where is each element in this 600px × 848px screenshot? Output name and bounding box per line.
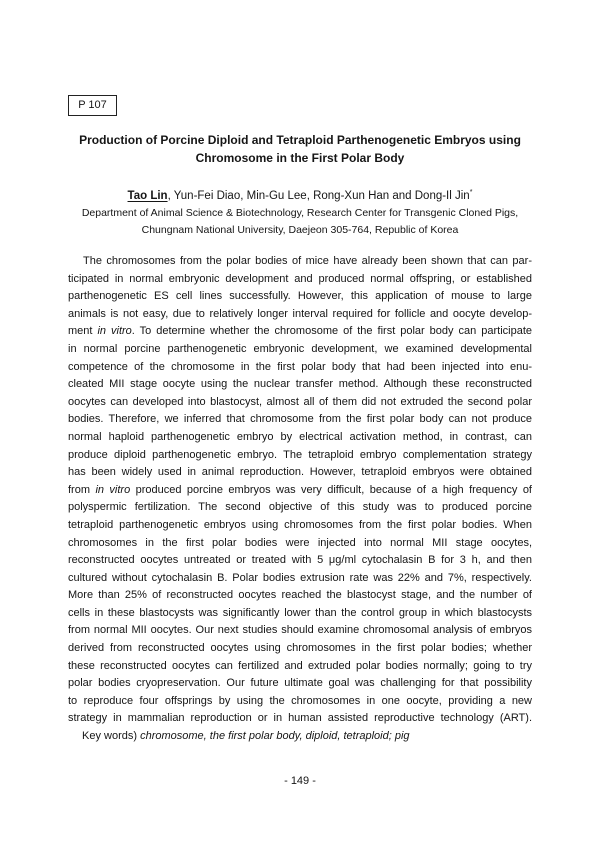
body-text: polyspermic fertilization. The second objective of this study was to produced porcine bbox=[68, 501, 532, 514]
title-line-2: Chromosome in the First Polar Body bbox=[195, 151, 405, 165]
body-text: parthenogenetic ES cell lines successfully. However, this application of mouse to large bbox=[68, 290, 532, 303]
body-line bbox=[68, 376, 532, 394]
body-text: chromosomes in the first polar bodies were injected into normal MII stage oocytes, bbox=[68, 536, 532, 549]
body-text: from bbox=[68, 483, 96, 496]
body-line bbox=[68, 464, 532, 482]
body-text: cultured without cytochalasin B. Polar bodies extrusion rate was 22% and 7%, respectively. bbox=[68, 571, 532, 584]
body-line bbox=[68, 622, 532, 640]
body-text: has been widely used in animal reproduction. However, tetraploid embryos were obtained bbox=[68, 466, 532, 479]
body-text: produce diploid parthenogenetic embryo. The tetraploid embryo complementation strategy bbox=[68, 448, 532, 461]
title-line-1: Production of Porcine Diploid and Tetraploid Parthenogenetic Embryos using bbox=[79, 133, 521, 147]
body-line bbox=[68, 323, 532, 341]
author-list bbox=[0, 187, 600, 205]
body-text: from normal MII oocytes. Our next studies should examine chromosomal analysis of embryos bbox=[68, 624, 532, 637]
body-text: polar bodies cryopreservation. Our future ultimate goal was challenging for that possibility bbox=[68, 677, 532, 690]
keywords-label: Key words) bbox=[82, 730, 138, 743]
body-text: these reconstructed oocytes can fertilized and extruded polar bodies normally; going to try bbox=[68, 659, 532, 672]
body-line bbox=[68, 429, 532, 447]
body-text: oocytes can developed into blastocyst, almost all of them did not extruded the second polar bbox=[68, 395, 532, 408]
affiliation-line-1: Department of Animal Science & Biotechnology, Research Center for Transgenic Cloned Pigs, bbox=[81, 206, 519, 219]
presenting-author: Tao Lin bbox=[127, 190, 168, 202]
affiliation bbox=[0, 205, 600, 239]
body-line bbox=[68, 658, 532, 676]
corresponding-author-mark: * bbox=[469, 189, 473, 197]
body-line bbox=[68, 394, 532, 412]
body-text: ment bbox=[68, 325, 98, 338]
italic-term: in vitro bbox=[95, 483, 131, 496]
paper-title bbox=[0, 131, 600, 167]
body-line bbox=[68, 710, 532, 728]
body-text: animals is not easy, due to relatively longer interval required for follicle and oocyte develop- bbox=[68, 307, 532, 320]
body-line bbox=[68, 341, 532, 359]
body-line bbox=[68, 605, 532, 623]
body-line bbox=[68, 640, 532, 658]
body-text: to reproduce four offsprings by using the chromosomes in one oocyte, providing a new bbox=[68, 694, 532, 707]
body-text: normal haploid parthenogenetic embryo by electrical activation method, in contrast, can bbox=[68, 430, 532, 443]
body-text: cleated MII stage oocyte using the nuclear transfer method. Although these reconstructed bbox=[68, 378, 532, 391]
body-text: . To determine whether the chromosome of the first polar body can participate bbox=[131, 325, 532, 338]
keywords-list: chromosome, the first polar body, diploid, tetraploid; pig bbox=[140, 730, 410, 743]
body-line bbox=[68, 587, 532, 605]
affiliation-line-2: Chungnam National University, Daejeon 305-764, Republic of Korea bbox=[141, 223, 459, 236]
body-text: strategy in mammalian reproduction or in human assisted reproductive technology (ART). bbox=[68, 712, 532, 725]
body-line bbox=[68, 288, 532, 306]
body-line bbox=[68, 693, 532, 711]
body-line bbox=[68, 535, 532, 553]
body-line bbox=[68, 482, 532, 500]
body-text: More than 25% of reconstructed oocytes reached the blastocyst stage, and the number of bbox=[68, 589, 532, 602]
session-label: P 107 bbox=[78, 99, 107, 111]
body-text: produced porcine embryos was very difficult, because of a high frequency of bbox=[130, 483, 532, 496]
body-text: derived from reconstructed oocytes using chromosomes in the first polar bodies; whether bbox=[68, 642, 532, 655]
body-line bbox=[68, 675, 532, 693]
body-line bbox=[68, 499, 532, 517]
body-line bbox=[68, 447, 532, 465]
body-text: reconstructed oocytes untreated or treated with 5 μg/ml cytochalasin B for 3 h, and then bbox=[68, 554, 532, 567]
body-text: tetraploid parthenogenetic embryos using chromosomes from the first polar bodies. When bbox=[68, 518, 532, 531]
abstract-body bbox=[68, 253, 532, 746]
body-text: cells in these blastocysts was significantly lower than the control group in which blastocysts bbox=[68, 606, 532, 619]
body-line bbox=[68, 517, 532, 535]
body-line bbox=[68, 306, 532, 324]
body-line bbox=[68, 570, 532, 588]
abstract-paragraph bbox=[68, 253, 532, 728]
body-text: competence of the chromosome in the first polar body that had been injected into enu- bbox=[68, 360, 532, 373]
body-text: bodies. Therefore, we inferred that chromosome from the first polar body can not produce bbox=[68, 413, 532, 426]
session-label-box bbox=[68, 95, 117, 116]
body-line bbox=[68, 359, 532, 377]
body-line bbox=[68, 552, 532, 570]
page-number: - 149 - bbox=[284, 775, 316, 787]
co-authors: , Yun-Fei Diao, Min-Gu Lee, Rong-Xun Han and Dong-Il Jin bbox=[167, 190, 470, 202]
body-line bbox=[68, 411, 532, 429]
body-text: The chromosomes from the polar bodies of mice have already been shown that can par- bbox=[83, 255, 532, 267]
body-line bbox=[68, 253, 532, 271]
body-text: ticipated in normal embryonic development and produced normal offspring, or established bbox=[68, 272, 532, 285]
body-line bbox=[68, 271, 532, 289]
body-text: in normal porcine parthenogenetic embryonic development, we examined developmental bbox=[68, 342, 532, 355]
keywords-line bbox=[68, 728, 532, 746]
italic-term: in vitro bbox=[97, 325, 132, 338]
